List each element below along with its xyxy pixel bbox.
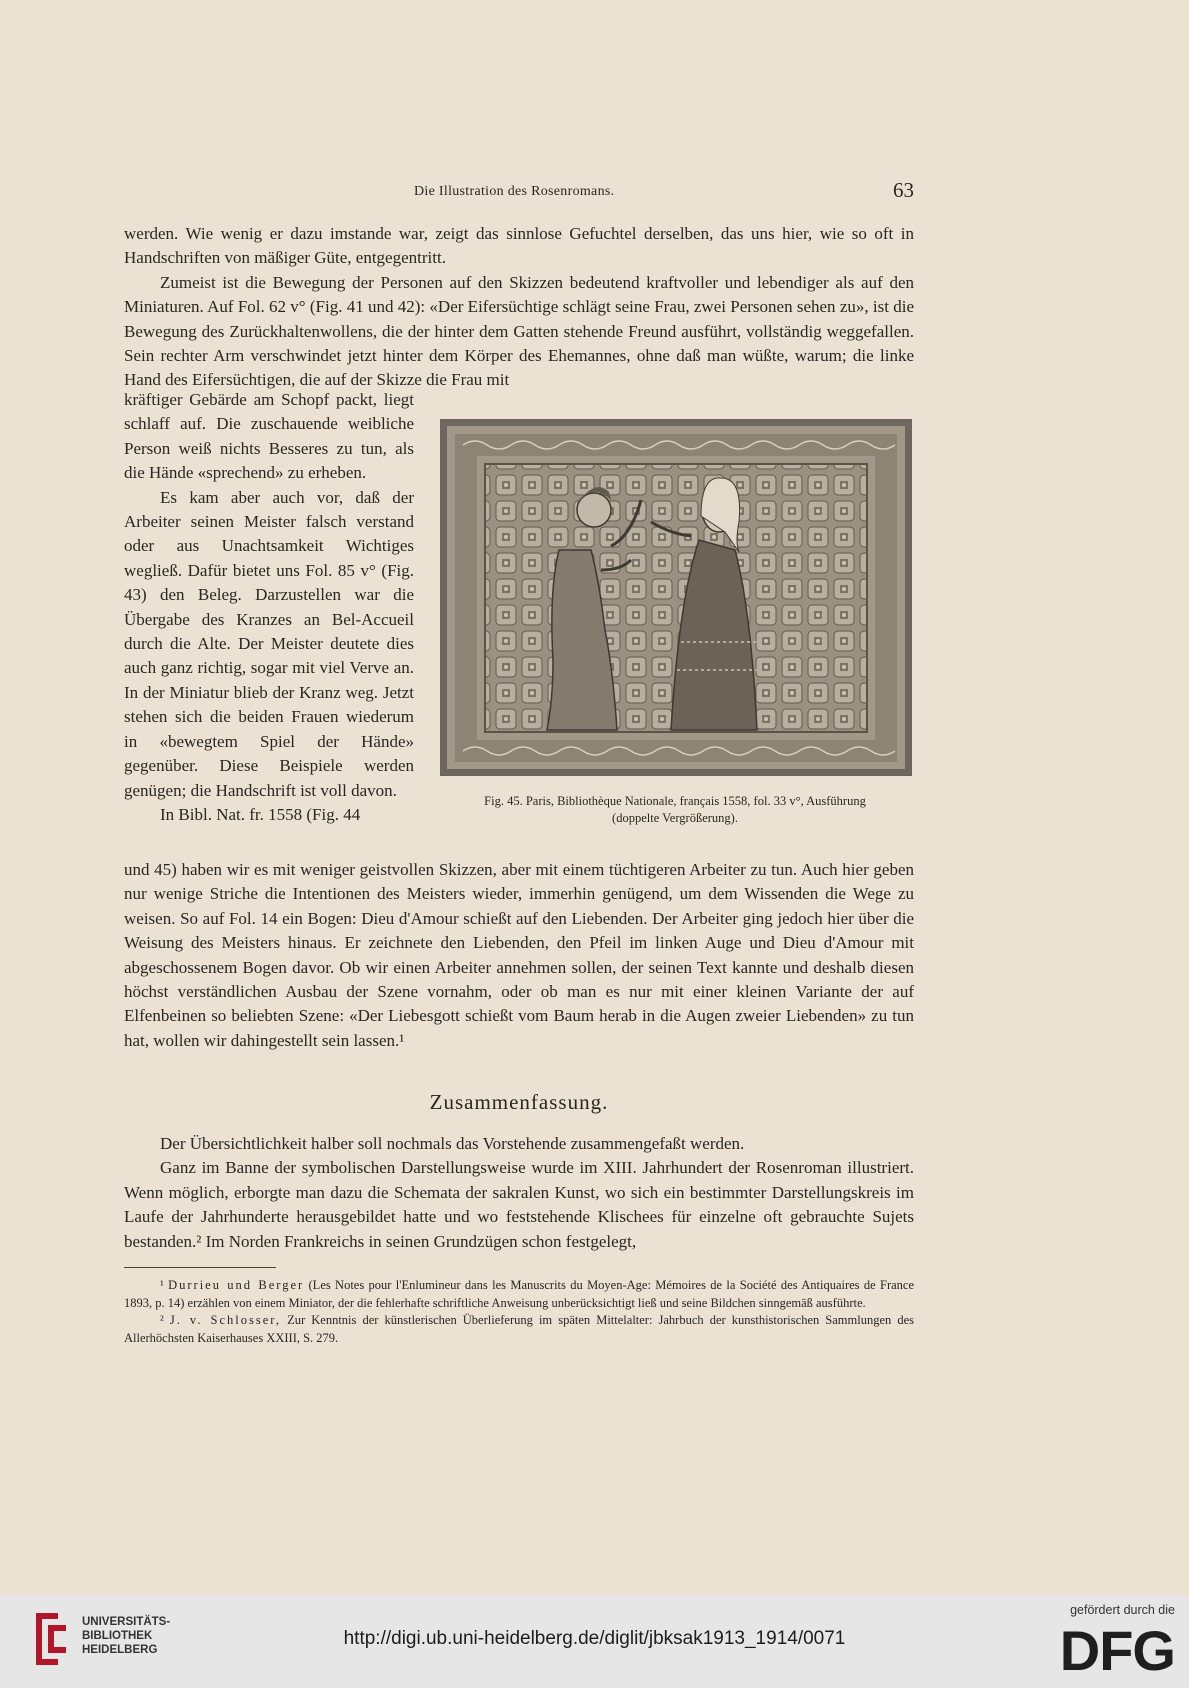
running-head-title: Die Illustration des Rosenromans.	[414, 184, 615, 199]
running-head	[124, 180, 914, 208]
paragraph: und 45) haben wir es mit weniger geistvollen Skizzen, aber mit einem tüchtigeren Arbeiter zu tun. Auch hier geben nur wenige Striche die Intentionen des Meisters wieder, immerhin genügend, um dem Wissenden die Wege zu weisen. So auf Fol. 14 ein Bogen: Dieu d'Amour schießt auf den Liebenden. Der Arbeiter ging jedoch hier über die Weisung des Meisters hinaus. Er zeichnete den Liebenden, den Pfeil im linken Auge und Dieu d'Amour mit abgeschossenem Bogen davor. Ob wir einen Arbeiter annehmen sollen, der seinen Text kannte und deshalb diesen höchst verständlichen Ausbau der Szene vornahm, oder ob man es nur mit einer kleinen Variante der auf Elfenbeinen so beliebten Szene: «Der Liebesgott schießt vom Baum herab in die Augen zweier Liebenden» zu tun hat, wollen wir dahingestellt sein lassen.¹	[124, 860, 914, 1050]
funding-label: gefördert durch die	[1070, 1603, 1175, 1617]
footnote-authors: J. v. Schlosser,	[169, 1313, 282, 1327]
paragraph: Es kam aber auch vor, daß der Arbeiter seinen Meister falsch verstand oder aus Unachtsamkeit Wichtiges wegließ. Dafür bietet uns Fol. 85 v° (Fig. 43) den Beleg. Darzustellen war die Übergabe des Kranzes an Bel-Accueil durch die Alte. Der Meister deutete dies auch ganz richtig, sogar mit viel Verve an. In der Miniatur blieb der Kranz weg. Jetzt stehen sich die beiden Frauen wiederum in «bewegtem Spiel der Hände» gegenüber. Diese Beispiele werden genügen; die Handschrift ist voll davon.	[124, 487, 414, 800]
top-text-block	[124, 222, 914, 393]
library-line: HEIDELBERG	[82, 1644, 158, 1656]
miniature-figure	[440, 419, 912, 776]
footnote-authors: Durrieu und Berger	[168, 1278, 305, 1292]
narrow-text-column	[124, 388, 414, 827]
caption-line: (doppelte Vergrößerung).	[612, 811, 738, 825]
library-line: BIBLIOTHEK	[82, 1630, 153, 1642]
permalink-url[interactable]: http://digi.ub.uni-heidelberg.de/diglit/jbksak1913_1914/0071	[343, 1628, 846, 1649]
miniature-illustration	[441, 420, 911, 775]
footnote	[124, 1312, 914, 1347]
middle-text-block	[124, 858, 914, 1053]
section-heading: Zusammenfassung.	[429, 1090, 609, 1114]
footnotes	[124, 1277, 914, 1347]
paragraph: kräftiger Gebärde am Schopf packt, liegt schlaff auf. Die zuschauende weibliche Person weiß nichts Besseres zu tun, als die Hände «sprechend» zu erheben.	[124, 390, 414, 483]
dfg-logo: DFG	[1059, 1619, 1175, 1682]
paragraph: In Bibl. Nat. fr. 1558 (Fig. 44	[160, 804, 361, 824]
footnote-divider	[124, 1267, 276, 1268]
footnote	[124, 1277, 914, 1312]
page-number: 63	[893, 178, 914, 202]
footnote-mark: ²	[160, 1313, 164, 1327]
paragraph: werden. Wie wenig er dazu imstande war, zeigt das sinnlose Gefuchtel derselben, das uns hier, wie so oft in Handschriften von mäßiger Güte, entgegentritt.	[124, 224, 914, 268]
viewer-footer	[0, 1595, 1189, 1688]
footnote-text: Zur Kenntnis der künstlerischen Überlieferung im späten Mittelalter: Jahrbuch der kunsthistorischen Sammlungen des Allerhöchsten Kaiserhauses XXIII, S. 279.	[124, 1313, 915, 1345]
paragraph: Der Übersichtlichkeit halber soll nochmals das Vorstehende zusammengefaßt werden.	[160, 1134, 745, 1153]
footnote-mark: ¹	[160, 1278, 164, 1292]
paragraph: Ganz im Banne der symbolischen Darstellungsweise wurde im XIII. Jahrhundert der Rosenroman illustriert. Wenn möglich, erborgte man dazu die Schemata der sakralen Kunst, wo sich ein bestimmter Darstellungskreis im Laufe der Jahrhunderte herausgebildet hatte und wo feststehende Klischees für einzelne oft gebrauchte Sujets bestanden.² Im Norden Frankreichs in seinen Grundzügen schon festgelegt,	[124, 1158, 914, 1251]
summary-text-block	[124, 1132, 914, 1254]
paragraph: Zumeist ist die Bewegung der Personen auf den Skizzen bedeutend kraftvoller und lebendiger als auf den Miniaturen. Auf Fol. 62 v° (Fig. 41 und 42): «Der Eifersüchtige schlägt seine Frau, zwei Personen sehen zu», ist die Bewegung des Zurückhaltenwollens, die der hinter dem Gatten stehende Freund ausführt, vollständig weggefallen. Sein rechter Arm verschwindet jetzt hinter dem Körper des Ehemannes, ohne daß man wüßte, warum; die linke Hand des Eifersüchtigen, die auf der Skizze die Frau mit	[124, 272, 914, 390]
caption-line: Fig. 45. Paris, Bibliothèque Nationale, français 1558, fol. 33 v°, Ausführung	[484, 794, 866, 808]
library-line: UNIVERSITÄTS-	[82, 1616, 171, 1628]
figure-caption	[440, 793, 910, 827]
footnote-text: (Les Notes pour l'Enlumineur dans les Manuscrits du Moyen-Age: Mémoires de la Société des Antiquaires de France 1893, p. 14) erzählen von einem Miniator, der die fehlerhafte schriftliche Anweisung unberücksichtigt ließ und seine Bildchen sinngemäß ausführte.	[124, 1278, 915, 1310]
